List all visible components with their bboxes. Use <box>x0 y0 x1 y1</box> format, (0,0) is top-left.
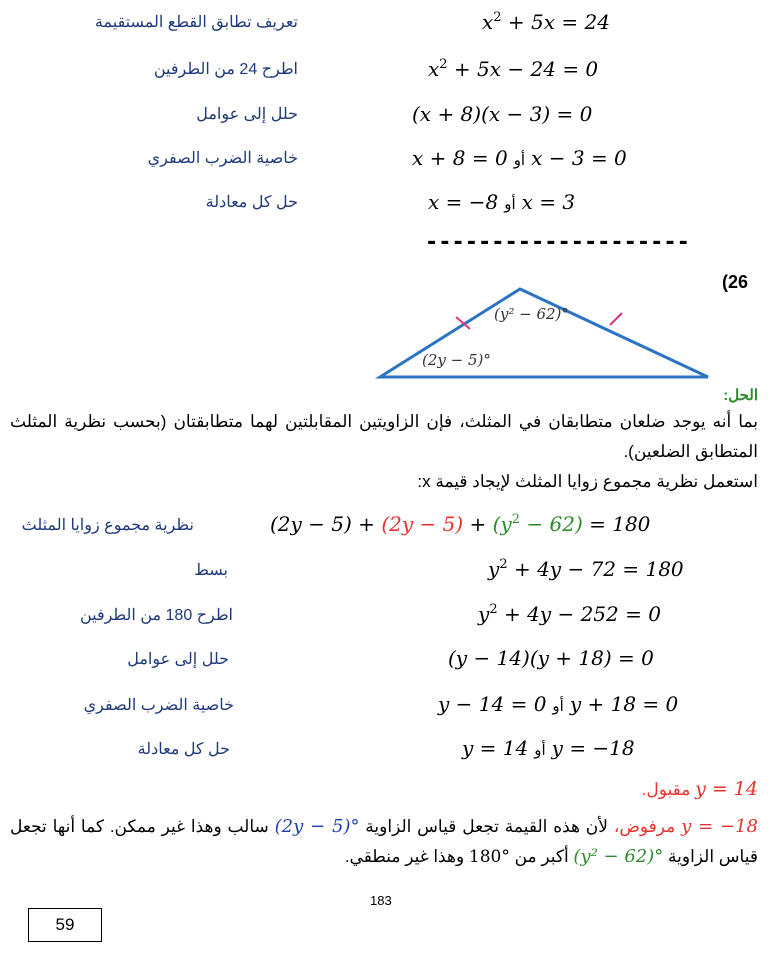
angle-expression-1: (2y − 5)° <box>274 816 360 837</box>
accepted-value: y = 14 <box>695 778 758 800</box>
angle-expression-2: (y² − 62)° <box>573 846 664 867</box>
rejected-paragraph <box>10 812 758 872</box>
step-label: تعريف تطابق القطع المستقيمة <box>94 14 298 31</box>
equation-line: (y − 14)(y + 18) = 0 <box>448 646 654 670</box>
congruence-tick-right <box>610 313 622 325</box>
step-label: نظرية مجموع زوايا المثلث <box>21 517 194 534</box>
step-label: حل كل معادلة <box>205 194 298 211</box>
page-number: 183 <box>370 893 392 908</box>
equation-line: y = 14 أو y = −18 <box>462 736 635 760</box>
equation-line: $y^2 + 4y - 252 = 0$ <box>478 602 661 626</box>
equation-line: x = −8 أو x = 3 <box>428 190 576 214</box>
rejected-reason-3: أكبر من <box>514 847 569 866</box>
step-label: اطرح 180 من الطرفين <box>79 607 233 624</box>
or-word: أو <box>534 742 546 759</box>
box-page-number: 59 <box>28 908 102 942</box>
step-label: خاصية الضرب الصفري <box>83 697 234 714</box>
value-180: 180° <box>468 847 510 867</box>
top-angle-label: (y² − 62)° <box>494 305 569 323</box>
rejected-reason-1: لأن هذه القيمة تجعل قياس الزاوية <box>365 817 608 836</box>
separator-line: -------------------- <box>425 230 690 255</box>
rejected-reason-2: سالب وهذا غير ممكن. كما أنها تجعل قياس الزاوية <box>10 817 758 866</box>
equation-line: $x^2 + 5x = 24$ <box>482 10 610 34</box>
or-word: أو <box>504 196 516 213</box>
left-angle-label: (2y − 5)° <box>422 351 491 369</box>
problem-number: (26 <box>722 272 749 292</box>
accepted-word: مقبول. <box>641 780 691 799</box>
step-label: اطرح 24 من الطرفين <box>153 61 298 78</box>
step-label: خاصية الضرب الصفري <box>147 150 298 167</box>
equation-line: (x + 8)(x − 3) = 0 <box>412 102 593 126</box>
or-word: أو <box>513 152 526 169</box>
isosceles-triangle-diagram <box>370 285 720 383</box>
solution-heading: الحل: <box>723 387 758 404</box>
equation-line: y − 14 = 0 أو y + 18 = 0 <box>438 692 679 716</box>
rejected-word: مرفوض، <box>613 817 676 836</box>
step-label: حلل إلى عوامل <box>127 651 229 668</box>
equation-line: $y^2 + 4y - 72 = 180$ <box>488 557 684 581</box>
or-word: أو <box>552 698 564 715</box>
equation-line: $(2y - 5) + (2y - 5) + (y^2 - 62) = 180$ <box>270 512 651 536</box>
equation-line: x + 8 = 0 أو x − 3 = 0 <box>412 146 627 170</box>
step-label: حلل إلى عوامل <box>196 106 298 123</box>
paragraph-angle-sum: استعمل نظرية مجموع زوايا المثلث لإيجاد قيمة x: <box>417 472 758 491</box>
paragraph-isosceles: بما أنه يوجد ضلعان متطابقان في المثلث، فإن الزاويتين المقابلتين لهما متطابقتان (بحسب نظرية المثلث المتطابق الضلعين). <box>10 412 758 461</box>
step-label: بسط <box>194 562 228 579</box>
rejected-reason-4: وهذا غير منطقي. <box>344 847 465 866</box>
equation-line: $x^2 + 5x - 24 = 0$ <box>428 57 599 81</box>
rejected-value: y = −18 <box>681 816 758 837</box>
accepted-line <box>642 778 758 800</box>
step-label: حل كل معادلة <box>137 741 230 758</box>
